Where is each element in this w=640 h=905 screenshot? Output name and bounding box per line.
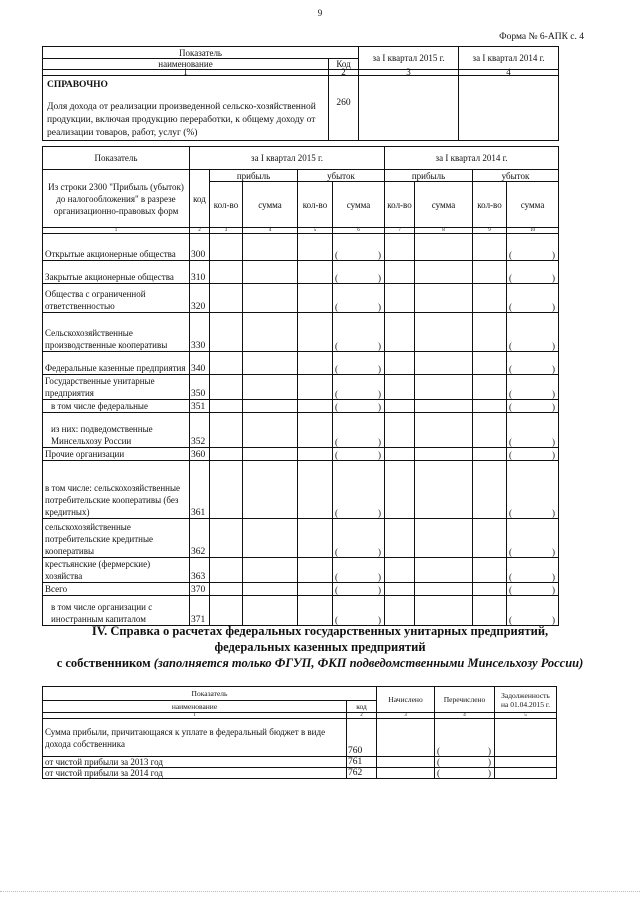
t2-row-code: 360 [190,448,210,461]
t2-row-code: 350 [190,375,210,400]
table-row [43,519,559,558]
t2-row-code: 363 [190,558,210,583]
t2-colnum: 2 [190,228,210,234]
t2-loss-sum-2014-cell: ( ) [507,558,559,583]
t2-row-label: в том числе: сельскохозяйственные потребительские кооперативы (без кредитных) [43,461,190,519]
t3-transferred-cell: ( ) [435,757,495,768]
t2-header-count: кол-во [473,182,507,228]
owner-settlements-table [42,686,557,779]
t2-row-label: Сельскохозяйственные производственные кооперативы [43,313,190,352]
t2-value-cell [385,400,415,413]
t2-loss-sum-2015-cell: ( ) [333,558,385,583]
t2-colnum: 10 [507,228,559,234]
t2-value-cell [298,461,333,519]
t2-header-q2015: за I квартал 2015 г. [190,147,385,170]
t2-value-cell [415,400,473,413]
t3-transferred-cell: ( ) [435,768,495,779]
t2-loss-sum-2014-cell: ( ) [507,284,559,313]
t2-header-q2014: за I квартал 2014 г. [385,147,559,170]
table-row [43,375,559,400]
t2-colnum: 3 [210,228,243,234]
t3-header-name: наименование [43,701,347,713]
t3-header-debt: Задолженность на 01.04.2015 г. [495,687,557,713]
t2-value-cell [385,313,415,352]
t2-loss-sum-2015-cell: ( ) [333,413,385,448]
table-row [43,313,559,352]
t2-value-cell [473,400,507,413]
t3-colnum: 1 [43,713,347,719]
t2-loss-sum-2015-cell: ( ) [333,375,385,400]
t2-colnum: 7 [385,228,415,234]
t2-value-cell [298,583,333,596]
t2-value-cell [243,313,298,352]
t2-colnum: 6 [333,228,385,234]
t1-colnum: 4 [459,70,559,76]
t2-loss-sum-2015-cell: ( ) [333,284,385,313]
t2-row-label: Открытые акционерные общества [43,234,190,261]
t2-value-cell [415,284,473,313]
t2-value-cell [385,234,415,261]
t2-loss-sum-2015-cell: ( ) [333,313,385,352]
t2-colnum: 4 [243,228,298,234]
t2-row-label: Закрытые акционерные общества [43,261,190,284]
t2-loss-sum-2015-cell: ( ) [333,583,385,596]
t2-loss-sum-2014-cell: ( ) [507,461,559,519]
t2-value-cell [473,461,507,519]
t2-value-cell [415,596,473,626]
reference-table [42,46,559,141]
t2-value-cell [415,313,473,352]
t2-row-code: 310 [190,261,210,284]
t2-value-cell [473,596,507,626]
table-row [43,400,559,413]
t2-loss-sum-2015-cell: ( ) [333,461,385,519]
t2-value-cell [210,596,243,626]
t3-debt-cell [495,719,557,757]
t2-value-cell [243,519,298,558]
t2-value-cell [298,448,333,461]
t2-value-cell [210,413,243,448]
t2-colnum: 1 [43,228,190,234]
t2-value-cell [473,375,507,400]
table-row [43,558,559,583]
t1-header-q2015: за I квартал 2015 г. [359,47,459,70]
income-share-q2015-value [359,76,459,141]
t2-value-cell [385,596,415,626]
section4-title-line2: федеральных казенных предприятий [214,640,426,654]
t3-row-label: от чистой прибыли за 2013 год [43,757,347,768]
t2-row-code: 370 [190,583,210,596]
t2-loss-sum-2015-cell: ( ) [333,448,385,461]
table-row [43,583,559,596]
section4-title-note: (заполняется только ФГУП, ФКП подведомственными Минсельхозу России) [153,656,584,670]
t2-value-cell [243,461,298,519]
t2-value-cell [473,261,507,284]
t2-loss-sum-2014-cell: ( ) [507,375,559,400]
t2-header-count: кол-во [385,182,415,228]
t2-value-cell [298,413,333,448]
table-row [43,768,557,779]
t2-loss-sum-2014-cell: ( ) [507,261,559,284]
t2-value-cell [243,448,298,461]
t2-value-cell [473,313,507,352]
t2-value-cell [415,413,473,448]
t2-header-sum: сумма [507,182,559,228]
t2-header-count: кол-во [210,182,243,228]
table-row [43,261,559,284]
t2-value-cell [243,352,298,375]
t2-value-cell [243,400,298,413]
t3-header-accrued: Начислено [377,687,435,713]
table-row [43,284,559,313]
t2-row-label: Федеральные казенные предприятия [43,352,190,375]
t2-value-cell [243,375,298,400]
t2-value-cell [210,313,243,352]
t2-header-profit-2014: прибыль [385,170,473,182]
t2-value-cell [243,284,298,313]
t2-value-cell [385,583,415,596]
t2-value-cell [415,375,473,400]
t1-header-indicator: Показатель [43,47,359,59]
t2-header-indicator: Показатель [43,147,190,170]
t2-value-cell [298,352,333,375]
t2-value-cell [385,284,415,313]
t2-row-code: 330 [190,313,210,352]
t2-value-cell [298,313,333,352]
t2-loss-sum-2014-cell: ( ) [507,313,559,352]
t2-value-cell [385,448,415,461]
income-share-q2014-value [459,76,559,141]
t2-value-cell [385,352,415,375]
t2-header-loss-2014: убыток [473,170,559,182]
t2-header-code: код [190,170,210,228]
t2-value-cell [415,234,473,261]
t3-accrued-cell [377,719,435,757]
t2-loss-sum-2014-cell: ( ) [507,519,559,558]
t2-value-cell [210,352,243,375]
income-share-label: Доля дохода от реализации произведенной сельско-хозяйственной продукции, включая продукцию переработки, к общему доходу от реализации товаров, работ, услуг (%) [47,102,316,138]
t2-value-cell [415,261,473,284]
t2-value-cell [210,234,243,261]
t1-header-name: наименование [43,59,329,70]
t2-value-cell [385,519,415,558]
t2-loss-sum-2014-cell: ( ) [507,352,559,375]
t2-header-sum: сумма [415,182,473,228]
t3-header-code: код [347,701,377,713]
t2-value-cell [385,413,415,448]
t3-row-code: 762 [347,768,377,779]
t2-row-label: Государственные унитарные предприятия [43,375,190,400]
t2-value-cell [473,519,507,558]
t2-loss-sum-2015-cell: ( ) [333,596,385,626]
t2-value-cell [210,400,243,413]
t2-value-cell [210,583,243,596]
t2-value-cell [385,461,415,519]
t2-row-code: 352 [190,413,210,448]
t3-transferred-cell: ( ) [435,719,495,757]
t3-colnum: 3 [377,713,435,719]
t3-debt-cell [495,768,557,779]
t2-row-code: 320 [190,284,210,313]
form-label: Форма № 6-АПК с. 4 [499,32,584,42]
t1-colnum: 2 [329,70,359,76]
t2-loss-sum-2014-cell: ( ) [507,234,559,261]
t2-value-cell [210,284,243,313]
t2-header-profit-2015: прибыль [210,170,298,182]
t2-row-code: 371 [190,596,210,626]
t3-colnum: 4 [435,713,495,719]
t2-value-cell [298,519,333,558]
t2-value-cell [385,558,415,583]
t2-value-cell [210,261,243,284]
t2-row-label: в том числе организации с иностранным капиталом [43,596,190,626]
t2-value-cell [415,583,473,596]
t2-loss-sum-2015-cell: ( ) [333,261,385,284]
t3-colnum: 5 [495,713,557,719]
t3-row-code: 761 [347,757,377,768]
t1-header-q2014: за I квартал 2014 г. [459,47,559,70]
table-row [43,461,559,519]
t2-row-label: Прочие организации [43,448,190,461]
t2-value-cell [473,583,507,596]
income-share-code: 260 [329,76,359,141]
t2-value-cell [298,375,333,400]
t2-loss-sum-2014-cell: ( ) [507,413,559,448]
page-number: 9 [317,8,323,18]
table-row [43,413,559,448]
t2-row-label: сельскохозяйственные потребительские кредитные кооперативы [43,519,190,558]
t2-value-cell [473,448,507,461]
t2-loss-sum-2014-cell: ( ) [507,583,559,596]
t2-header-count: кол-во [298,182,333,228]
t2-header-loss-2015: убыток [298,170,385,182]
t1-colnum: 1 [43,70,329,76]
t2-value-cell [415,461,473,519]
t2-value-cell [385,261,415,284]
t2-loss-sum-2015-cell: ( ) [333,234,385,261]
t3-debt-cell [495,757,557,768]
t2-value-cell [210,558,243,583]
t3-row-label: Сумма прибыли, причитающаяся к уплате в федеральный бюджет в виде дохода собственника [43,719,347,757]
t3-header-transferred: Перечислено [435,687,495,713]
t3-row-label: от чистой прибыли за 2014 год [43,768,347,779]
table-row [43,757,557,768]
t2-header-sum: сумма [243,182,298,228]
t3-colnum: 2 [347,713,377,719]
t2-value-cell [210,461,243,519]
t2-row-code: 361 [190,461,210,519]
t1-reference-cell [43,76,329,141]
t2-value-cell [243,583,298,596]
t2-value-cell [385,375,415,400]
table-row [43,352,559,375]
t2-row-code: 340 [190,352,210,375]
t2-row-code: 362 [190,519,210,558]
t2-row-label: Общества с ограниченной ответственностью [43,284,190,313]
t2-row-label: крестьянские (фермерские) хозяйства [43,558,190,583]
t2-value-cell [243,413,298,448]
table-row [43,596,559,626]
t2-loss-sum-2015-cell: ( ) [333,352,385,375]
scan-bottom-edge [0,891,640,893]
t2-value-cell [415,519,473,558]
t1-colnum: 3 [359,70,459,76]
t2-header-from-line: Из строки 2300 "Прибыль (убыток) до налогообложения" в разрезе организационно-правовых форм [43,170,190,228]
profit-loss-table [42,146,559,626]
t2-value-cell [298,596,333,626]
t3-accrued-cell [377,768,435,779]
t2-value-cell [473,558,507,583]
t2-value-cell [243,234,298,261]
t2-value-cell [473,413,507,448]
section4-title-owner: с собственником [56,656,151,670]
table-row [43,448,559,461]
t2-loss-sum-2015-cell: ( ) [333,519,385,558]
t2-value-cell [298,234,333,261]
t2-value-cell [298,261,333,284]
t1-header-code: Код [329,59,359,70]
t2-value-cell [298,558,333,583]
t2-value-cell [210,375,243,400]
t3-row-code: 760 [347,719,377,757]
t2-row-code: 300 [190,234,210,261]
t2-value-cell [473,234,507,261]
t2-row-label: Всего [43,583,190,596]
t2-value-cell [243,558,298,583]
t2-colnum: 8 [415,228,473,234]
t2-value-cell [415,448,473,461]
t2-value-cell [415,352,473,375]
table-row [43,719,557,757]
t2-value-cell [243,596,298,626]
t2-value-cell [243,261,298,284]
t2-value-cell [473,352,507,375]
t3-header-indicator: Показатель [43,687,377,701]
t2-header-sum: сумма [333,182,385,228]
t2-loss-sum-2014-cell: ( ) [507,448,559,461]
t2-value-cell [210,448,243,461]
t2-value-cell [298,284,333,313]
t2-colnum: 5 [298,228,333,234]
t2-row-label: из них: подведомственные Минсельхозу России [43,413,190,448]
t2-row-label: в том числе федеральные [43,400,190,413]
t2-value-cell [210,519,243,558]
section4-title-line1: IV. Справка о расчетах федеральных государственных унитарных предприятий, [91,624,549,638]
t2-value-cell [473,284,507,313]
section-title: СПРАВОЧНО [47,80,108,90]
t3-accrued-cell [377,757,435,768]
t2-value-cell [298,400,333,413]
t2-loss-sum-2015-cell: ( ) [333,400,385,413]
t2-value-cell [415,558,473,583]
section4-title-line3 [30,656,610,671]
t2-row-code: 351 [190,400,210,413]
table-row [43,234,559,261]
t2-colnum: 9 [473,228,507,234]
t2-loss-sum-2014-cell: ( ) [507,596,559,626]
t2-loss-sum-2014-cell: ( ) [507,400,559,413]
